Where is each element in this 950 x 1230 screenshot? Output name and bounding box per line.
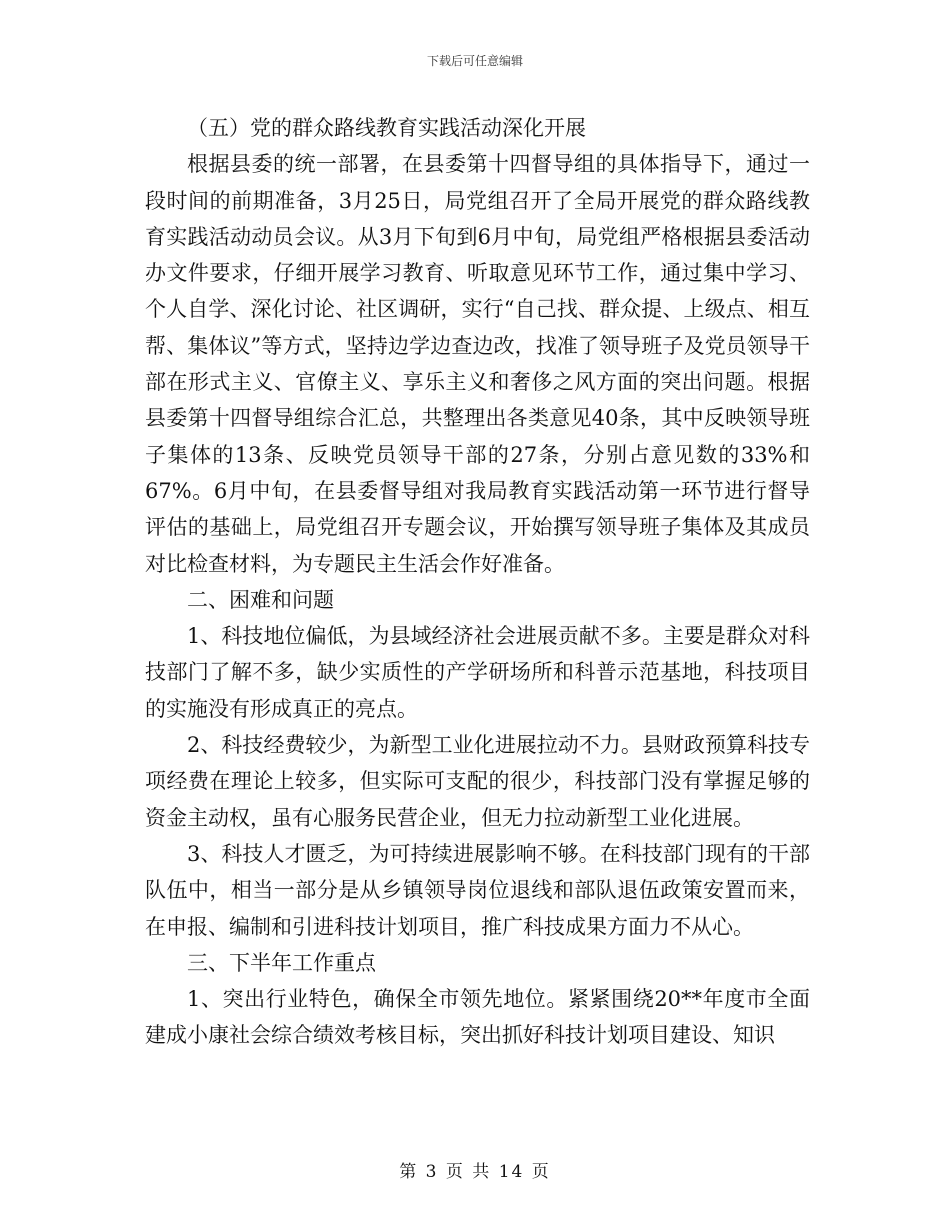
paragraph-problem-2: 2、科技经费较少，为新型工业化进展拉动不力。县财政预算科技专项经费在理论上较多，但实际可支配的很少，科技部门没有掌握足够的资金主动权，虽有心服务民营企业，但无力拉动新型工业化进展。 xyxy=(145,733,810,830)
section-heading-five: （五）党的群众路线教育实践活动深化开展 xyxy=(187,116,586,140)
paragraph-problem-3: 3、科技人才匮乏，为可持续进展影响不够。在科技部门现有的干部队伍中，相当一部分是从乡镇领导岗位退线和部队退伍政策安置而来，在申报、编制和引进科技计划项目，推广科技成果方面力不从心。 xyxy=(145,841,810,939)
paragraph-problem-1: 1、科技地位偏低，为县域经济社会进展贡献不多。主要是群众对科技部门了解不多，缺少实质性的产学研场所和科普示范基地，科技项目的实施没有形成真正的亮点。 xyxy=(145,624,810,721)
document-body xyxy=(145,110,810,1054)
page-header: 下载后可任意编辑 xyxy=(426,54,523,68)
paragraph-campaign: 根据县委的统一部署，在县委第十四督导组的具体指导下，通过一段时间的前期准备，3月25日，局党组召开了全局开展党的群众路线教育实践活动动员会议。从3月下旬到6月中旬，局党组严格根据县委活动办文件要求，仔细开展学习教育、听取意见环节工作，通过集中学习、个人自学、深化讨论、社区调研，实行“自己找、群众提、上级点、相互帮、集体议”等方式，坚持边学边查边改，找准了领导班子及党员领导干部在形式主义、官僚主义、享乐主义和奢侈之风方面的突出问题。根据县委第十四督导组综合汇总，共整理出各类意见40条，其中反映领导班子集体的13条、反映党员领导干部的27条，分别占意见数的33%和67%。6月中旬，在县委督导组对我局教育实践活动第一环节进行督导评估的基础上，局党组召开专题会议，开始撰写领导班子集体及其成员对比检查材料，为专题民主生活会作好准备。 xyxy=(145,152,810,576)
paragraph-priority-1: 1、突出行业特色，确保全市领先地位。紧紧围绕20**年度市全面建成小康社会综合绩效考核目标，突出抓好科技计划项目建设、知识 xyxy=(145,987,810,1048)
page-footer: 第 3 页 共 14 页 xyxy=(399,1162,551,1182)
section-heading-priorities: 三、下半年工作重点 xyxy=(187,950,376,975)
section-heading-problems: 二、困难和问题 xyxy=(187,587,334,612)
